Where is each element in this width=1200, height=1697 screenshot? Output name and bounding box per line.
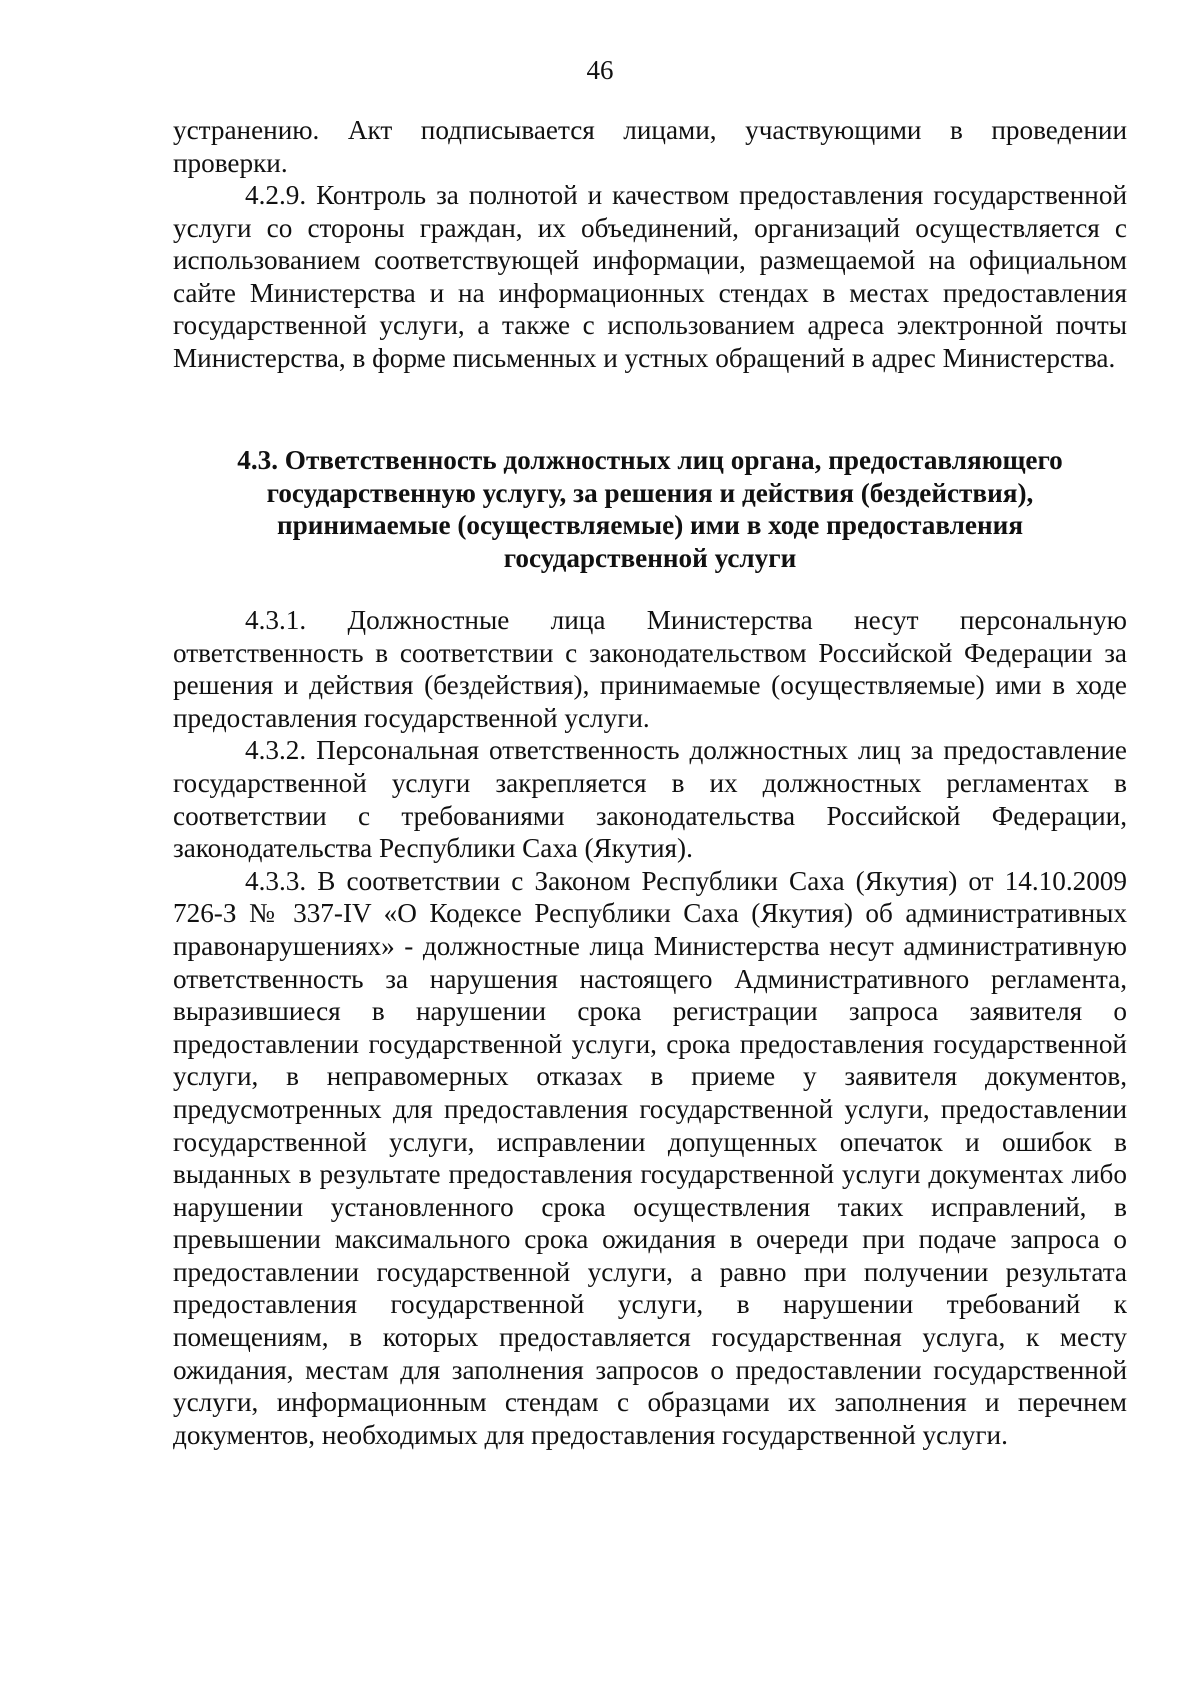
intro-paragraph xyxy=(173,114,1127,179)
section-4-3-body xyxy=(173,604,1127,1451)
section-heading-4-3 xyxy=(173,444,1127,574)
section-heading-line-2: государственную услугу, за решения и действия (бездействия), xyxy=(266,477,1034,508)
section-heading-line-1: 4.3. Ответственность должностных лиц органа, предоставляющего xyxy=(237,445,1063,475)
section-heading-line-3: принимаемые (осуществляемые) ими в ходе предоставления xyxy=(276,510,1024,541)
paragraph-4-2-9: 4.2.9. Контроль за полнотой и качеством предоставления государственной услуги со стороны граждан, их объединений, организаций осуществляется с использованием соответствующей информации, размещаемой на официальном сайте Министерства и на информационных стендах в местах предоставления государственной услуги, а также с использованием адреса электронной почты Министерства, в форме письменных и устных обращений в адрес Министерства. xyxy=(173,180,1127,373)
section-heading-line-4: государственной услуги xyxy=(503,542,797,573)
intro-line-1: устранению. Акт подписывается лицами, участвующими в проведении xyxy=(173,115,1127,145)
paragraph-4-3-2: 4.3.2. Персональная ответственность должностных лиц за предоставление государственной услуги закрепляется в их должностных регламентах в соответствии с требованиями законодательства Российской Федерации, законодательства Республики Саха (Якутия). xyxy=(173,735,1127,864)
paragraph-4-3-1: 4.3.1. Должностные лица Министерства несут персональную ответственность в соответствии с законодательством Российской Федерации за решения и действия (бездействия), принимаемые (осуществляемые) ими в ходе предоставления государственной услуги. xyxy=(173,605,1127,733)
paragraph-4-3-3: 4.3.3. В соответствии с Законом Республики Саха (Якутия) от 14.10.2009 726-З № 337-IV «О Кодексе Республики Саха (Якутия) об административных правонарушениях» - должностные лица Министерства несут административную ответственность за нарушения настоящего Административного регламента, выразившиеся в нарушении срока регистрации запроса заявителя о предоставлении государственной услуги, срока предоставления государственной услуги, в неправомерных отказах в приеме у заявителя документов, предусмотренных для предоставления государственной услуги, предоставлении государственной услуги, исправлении допущенных опечаток и ошибок в выданных в результате предоставления государственной услуги документах либо нарушении установленного срока осуществления таких исправлений, в превышении максимального срока ожидания в очереди при подаче запроса о предоставлении государственной услуги, а равно при получении результата предоставления государственной услуги, в нарушении требований к помещениям, в которых предоставляется государственная услуга, к месту ожидания, местам для заполнения запросов о предоставлении государственной услуги, информационным стендам с образцами их заполнения и перечнем документов, необходимых для предоставления государственной услуги. xyxy=(173,865,1127,1450)
paragraph-4-2-9-block xyxy=(173,179,1127,375)
page-number: 46 xyxy=(586,55,614,85)
intro-line-2: проверки. xyxy=(173,147,288,178)
